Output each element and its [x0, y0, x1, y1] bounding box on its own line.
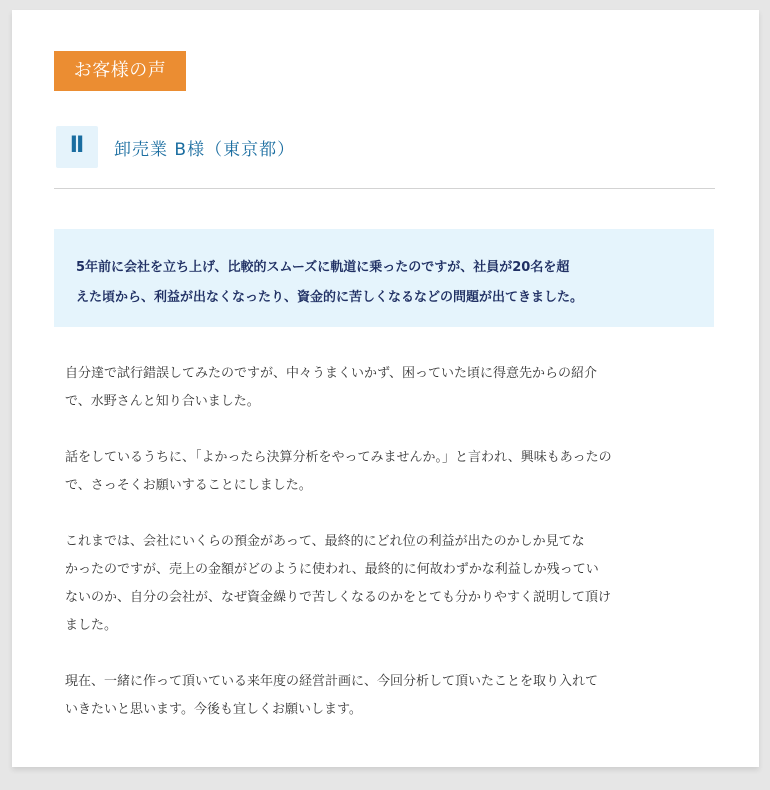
highlight-quote: [54, 229, 714, 327]
roman-numeral-badge: Ⅱ: [56, 126, 98, 168]
highlight-line: 5年前に会社を立ち上げ、比較的スムーズに軌道に乗ったのですが、社員が20名を超: [76, 260, 570, 275]
paragraph: [65, 444, 725, 500]
paragraph-line: いきたいと思います。今後も宜しくお願いします。: [65, 702, 362, 717]
customer-title: 卸売業 B様（東京都）: [114, 140, 296, 160]
paragraph-line: ました。: [65, 618, 118, 633]
paragraph-line: で、水野さんと知り合いました。: [65, 394, 260, 409]
paragraph-line: かったのですが、売上の金額がどのように使われ、最終的に何故わずかな利益しか残ってい: [65, 562, 599, 577]
section-tag: お客様の声: [54, 51, 186, 91]
paragraph: [65, 528, 725, 640]
testimonial-body: [65, 360, 725, 752]
paragraph-line: 現在、一緒に作って頂いている来年度の経営計画に、今回分析して頂いたことを取り入れて: [65, 674, 599, 689]
testimonial-card: [12, 10, 759, 767]
paragraph-line: 自分達で試行錯誤してみたのですが、中々うまくいかず、困っていた頃に得意先からの紹介: [65, 366, 597, 381]
highlight-line: えた頃から、利益が出なくなったり、資金的に苦しくなるなどの問題が出てきました。: [76, 290, 584, 305]
paragraph-line: ないのか、自分の会社が、なぜ資金繰りで苦しくなるのかをとても分かりやすく説明して頂け: [65, 590, 612, 605]
paragraph: [65, 668, 725, 724]
paragraph-line: で、さっそくお願いすることにしました。: [65, 478, 312, 493]
paragraph-line: 話をしているうちに、「よかったら決算分析をやってみませんか。」と言われ、興味もあったの: [65, 450, 612, 465]
paragraph: [65, 360, 725, 416]
testimonial-heading: [54, 124, 715, 189]
paragraph-line: これまでは、会社にいくらの預金があって、最終的にどれ位の利益が出たのかしか見てな: [65, 534, 585, 549]
